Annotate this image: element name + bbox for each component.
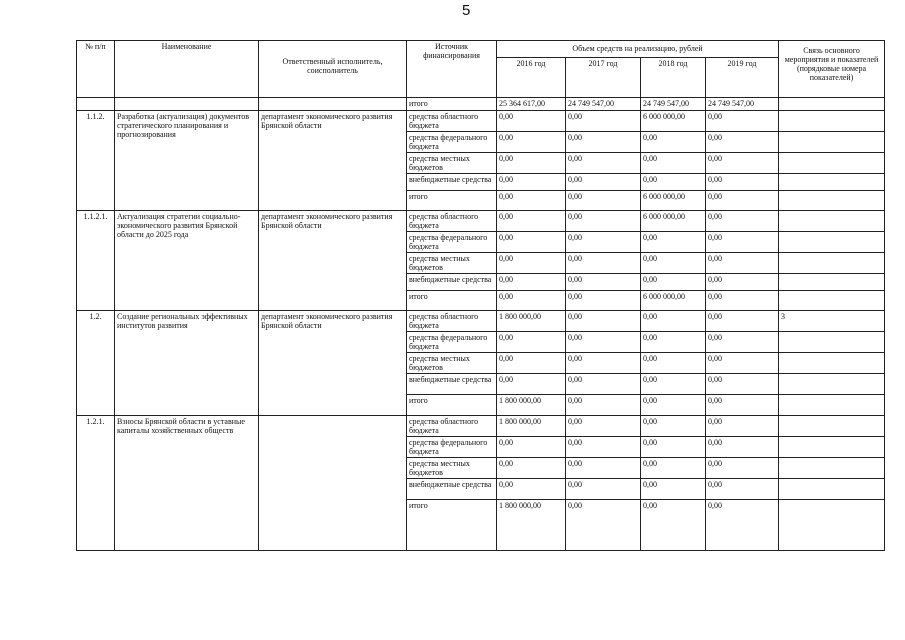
funding-source: средства местных бюджетов xyxy=(407,253,497,274)
amount-cell: 0,00 xyxy=(641,374,706,395)
amount-cell: 0,00 xyxy=(566,111,641,132)
amount-cell: 0,00 xyxy=(641,153,706,174)
amount-cell: 0,00 xyxy=(566,191,641,211)
header-resp: Ответственный исполнитель, соисполнитель xyxy=(259,41,407,98)
section-code: 1.1.2.1. xyxy=(77,211,115,311)
amount-cell: 0,00 xyxy=(497,479,566,500)
amount-cell: 0,00 xyxy=(566,291,641,311)
top-total-2018: 24 749 547,00 xyxy=(641,98,706,111)
section-code: 1.1.2. xyxy=(77,111,115,211)
funding-source: внебюджетные средства xyxy=(407,374,497,395)
amount-cell: 0,00 xyxy=(566,332,641,353)
amount-cell: 0,00 xyxy=(566,232,641,253)
amount-cell: 0,00 xyxy=(706,291,779,311)
top-total-source: итого xyxy=(407,98,497,111)
section-row xyxy=(77,416,885,437)
indicator-link xyxy=(779,416,885,437)
amount-cell: 0,00 xyxy=(641,253,706,274)
funding-source: средства местных бюджетов xyxy=(407,458,497,479)
indicator-link xyxy=(779,479,885,500)
indicator-link: 3 xyxy=(779,311,885,332)
amount-cell: 0,00 xyxy=(566,479,641,500)
header-name: Наименование xyxy=(115,41,259,98)
header-year-2016: 2016 год xyxy=(497,58,566,98)
amount-cell: 0,00 xyxy=(497,291,566,311)
amount-cell: 0,00 xyxy=(566,395,641,416)
amount-cell: 0,00 xyxy=(566,253,641,274)
amount-cell: 0,00 xyxy=(706,191,779,211)
amount-cell: 0,00 xyxy=(706,111,779,132)
amount-cell: 0,00 xyxy=(497,153,566,174)
amount-cell: 0,00 xyxy=(566,416,641,437)
top-total-row xyxy=(77,98,885,111)
section-name: Взносы Брянской области в уставные капиталы хозяйственных обществ xyxy=(115,416,259,551)
header-source: Источник финансирования xyxy=(407,41,497,98)
top-total-2016: 25 364 617,00 xyxy=(497,98,566,111)
section-row xyxy=(77,211,885,232)
amount-cell: 0,00 xyxy=(706,437,779,458)
amount-cell: 0,00 xyxy=(641,458,706,479)
section-name: Создание региональных эффективных институтов развития xyxy=(115,311,259,416)
amount-cell: 0,00 xyxy=(706,332,779,353)
amount-cell: 0,00 xyxy=(641,437,706,458)
amount-cell: 0,00 xyxy=(641,500,706,551)
amount-cell: 0,00 xyxy=(566,374,641,395)
indicator-link xyxy=(779,374,885,395)
amount-cell: 1 800 000,00 xyxy=(497,500,566,551)
amount-cell: 0,00 xyxy=(641,132,706,153)
amount-cell: 0,00 xyxy=(497,132,566,153)
amount-cell: 0,00 xyxy=(641,479,706,500)
amount-cell: 0,00 xyxy=(566,211,641,232)
header-year-2018: 2018 год xyxy=(641,58,706,98)
amount-cell: 0,00 xyxy=(706,274,779,291)
amount-cell: 0,00 xyxy=(566,437,641,458)
indicator-link xyxy=(779,174,885,191)
amount-cell: 0,00 xyxy=(497,353,566,374)
amount-cell: 0,00 xyxy=(706,153,779,174)
section-row xyxy=(77,311,885,332)
indicator-link xyxy=(779,458,885,479)
funding-source: внебюджетные средства xyxy=(407,274,497,291)
amount-cell: 0,00 xyxy=(706,232,779,253)
top-total-link xyxy=(779,98,885,111)
amount-cell: 0,00 xyxy=(706,500,779,551)
indicator-link xyxy=(779,500,885,551)
section-name: Разработка (актуализация) документов стратегического планирования и прогнозирования xyxy=(115,111,259,211)
funding-source: итого xyxy=(407,191,497,211)
funding-source: средства областного бюджета xyxy=(407,111,497,132)
funding-source: итого xyxy=(407,500,497,551)
top-total-num xyxy=(77,98,115,111)
amount-cell: 0,00 xyxy=(497,274,566,291)
top-total-2019: 24 749 547,00 xyxy=(706,98,779,111)
amount-cell: 0,00 xyxy=(497,232,566,253)
funding-table xyxy=(76,40,885,551)
amount-cell: 0,00 xyxy=(566,174,641,191)
indicator-link xyxy=(779,132,885,153)
indicator-link xyxy=(779,211,885,232)
amount-cell: 0,00 xyxy=(706,458,779,479)
amount-cell: 1 800 000,00 xyxy=(497,395,566,416)
funding-source: средства федерального бюджета xyxy=(407,332,497,353)
section-responsible: департамент экономического развития Брянской области xyxy=(259,111,407,211)
amount-cell: 0,00 xyxy=(641,274,706,291)
amount-cell: 0,00 xyxy=(566,153,641,174)
section-code: 1.2.1. xyxy=(77,416,115,551)
amount-cell: 0,00 xyxy=(706,311,779,332)
section-responsible xyxy=(259,416,407,551)
indicator-link xyxy=(779,437,885,458)
top-total-2017: 24 749 547,00 xyxy=(566,98,641,111)
amount-cell: 0,00 xyxy=(497,458,566,479)
amount-cell: 0,00 xyxy=(497,437,566,458)
indicator-link xyxy=(779,332,885,353)
amount-cell: 6 000 000,00 xyxy=(641,211,706,232)
funding-source: средства областного бюджета xyxy=(407,211,497,232)
amount-cell: 0,00 xyxy=(641,174,706,191)
header-year-2019: 2019 год xyxy=(706,58,779,98)
top-total-name xyxy=(115,98,259,111)
amount-cell: 0,00 xyxy=(566,311,641,332)
indicator-link xyxy=(779,232,885,253)
amount-cell: 0,00 xyxy=(641,353,706,374)
indicator-link xyxy=(779,253,885,274)
amount-cell: 1 800 000,00 xyxy=(497,416,566,437)
amount-cell: 0,00 xyxy=(706,374,779,395)
section-row xyxy=(77,111,885,132)
indicator-link xyxy=(779,153,885,174)
amount-cell: 0,00 xyxy=(706,395,779,416)
amount-cell: 0,00 xyxy=(706,416,779,437)
header-volume: Объем средств на реализацию, рублей xyxy=(497,41,779,58)
indicator-link xyxy=(779,353,885,374)
indicator-link xyxy=(779,111,885,132)
amount-cell: 0,00 xyxy=(706,174,779,191)
funding-source: средства областного бюджета xyxy=(407,416,497,437)
top-total-resp xyxy=(259,98,407,111)
amount-cell: 6 000 000,00 xyxy=(641,291,706,311)
page-number: 5 xyxy=(462,2,471,19)
indicator-link xyxy=(779,395,885,416)
funding-source: средства областного бюджета xyxy=(407,311,497,332)
indicator-link xyxy=(779,274,885,291)
amount-cell: 0,00 xyxy=(706,132,779,153)
section-responsible: департамент экономического развития Брянской области xyxy=(259,311,407,416)
amount-cell: 6 000 000,00 xyxy=(641,111,706,132)
amount-cell: 0,00 xyxy=(641,311,706,332)
amount-cell: 0,00 xyxy=(566,500,641,551)
amount-cell: 0,00 xyxy=(566,274,641,291)
funding-source: средства местных бюджетов xyxy=(407,353,497,374)
funding-source: внебюджетные средства xyxy=(407,174,497,191)
amount-cell: 1 800 000,00 xyxy=(497,311,566,332)
indicator-link xyxy=(779,291,885,311)
amount-cell: 0,00 xyxy=(497,374,566,395)
funding-source: средства федерального бюджета xyxy=(407,132,497,153)
amount-cell: 0,00 xyxy=(497,253,566,274)
funding-source: внебюджетные средства xyxy=(407,479,497,500)
amount-cell: 0,00 xyxy=(566,132,641,153)
amount-cell: 0,00 xyxy=(706,479,779,500)
funding-source: средства федерального бюджета xyxy=(407,437,497,458)
amount-cell: 0,00 xyxy=(706,211,779,232)
funding-source: итого xyxy=(407,291,497,311)
amount-cell: 0,00 xyxy=(641,332,706,353)
amount-cell: 0,00 xyxy=(497,211,566,232)
amount-cell: 0,00 xyxy=(641,395,706,416)
amount-cell: 0,00 xyxy=(497,174,566,191)
amount-cell: 0,00 xyxy=(641,416,706,437)
funding-source: средства федерального бюджета xyxy=(407,232,497,253)
amount-cell: 0,00 xyxy=(566,458,641,479)
indicator-link xyxy=(779,191,885,211)
section-name: Актуализация стратегии социально-экономического развития Брянской области до 2025 года xyxy=(115,211,259,311)
funding-source: средства местных бюджетов xyxy=(407,153,497,174)
amount-cell: 0,00 xyxy=(566,353,641,374)
amount-cell: 0,00 xyxy=(706,253,779,274)
amount-cell: 0,00 xyxy=(706,353,779,374)
section-code: 1.2. xyxy=(77,311,115,416)
funding-source: итого xyxy=(407,395,497,416)
amount-cell: 6 000 000,00 xyxy=(641,191,706,211)
amount-cell: 0,00 xyxy=(497,111,566,132)
amount-cell: 0,00 xyxy=(497,191,566,211)
amount-cell: 0,00 xyxy=(641,232,706,253)
section-responsible: департамент экономического развития Брянской области xyxy=(259,211,407,311)
header-num: № п/п xyxy=(77,41,115,98)
header-year-2017: 2017 год xyxy=(566,58,641,98)
header-link: Связь основного мероприятия и показателей (порядковые номера показателей) xyxy=(779,41,885,98)
amount-cell: 0,00 xyxy=(497,332,566,353)
